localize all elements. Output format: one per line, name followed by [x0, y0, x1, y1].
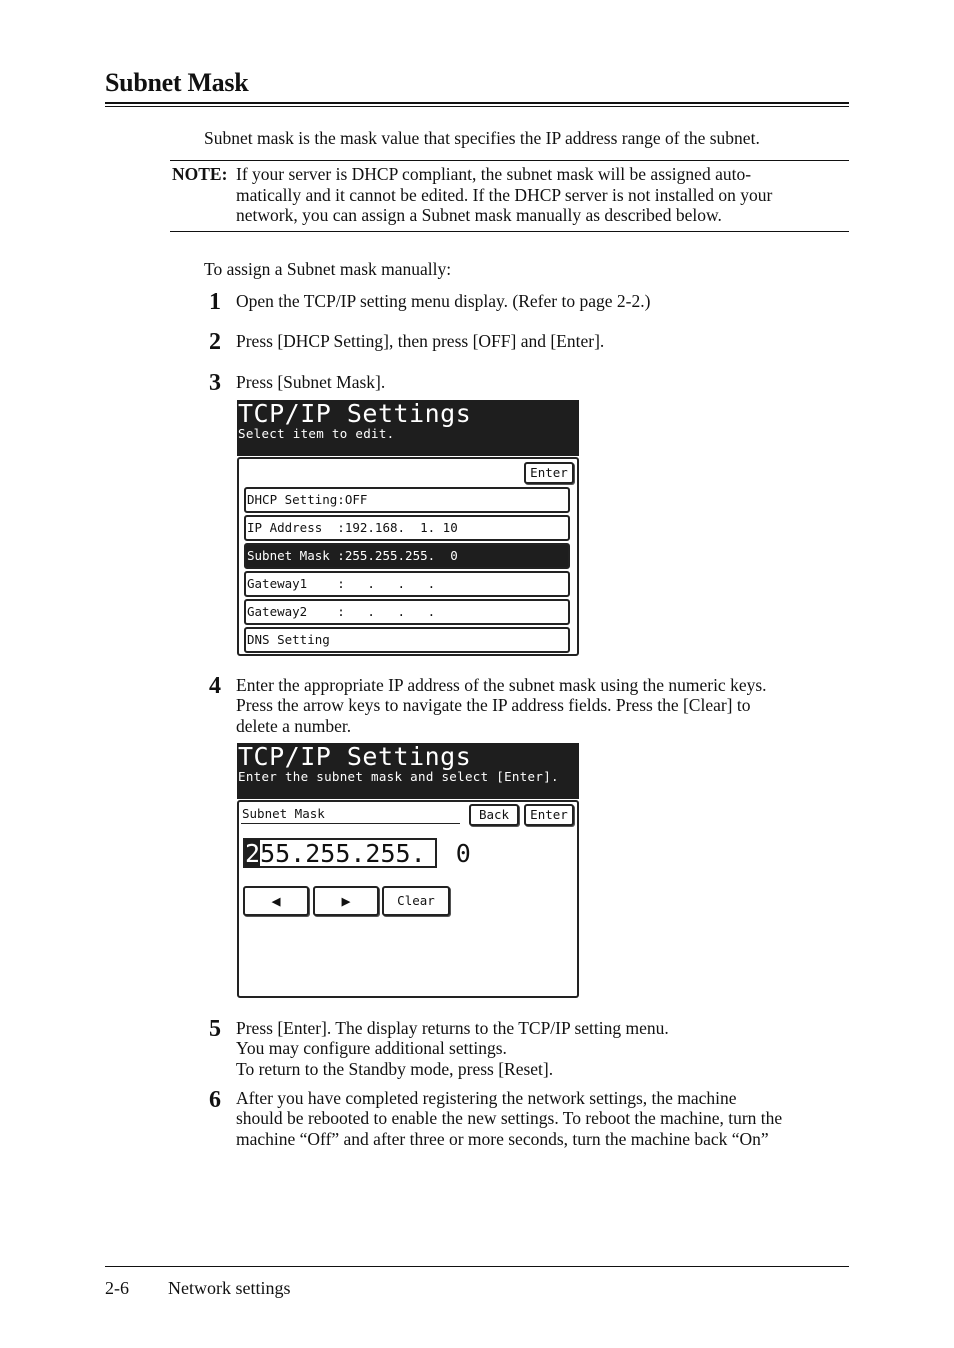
lead-text: To assign a Subnet mask manually: — [204, 259, 452, 279]
note-line: If your server is DHCP compliant, the subnet mask will be assigned auto- — [236, 164, 752, 184]
screen-subtitle: Enter the subnet mask and select [Enter]. — [238, 769, 559, 784]
right-arrow-button[interactable] — [313, 886, 379, 916]
step-number: 3 — [209, 370, 221, 396]
enter-button[interactable]: Enter — [524, 804, 574, 826]
subnet-mask-row[interactable]: Subnet Mask :255.255.255. 0 — [244, 543, 570, 569]
step-line: Open the TCP/IP setting menu display. (Refer to page 2-2.) — [236, 291, 651, 311]
intro-text: Subnet mask is the mask value that specifies the IP address range of the subnet. — [204, 128, 760, 148]
screen-subtitle: Select item to edit. — [238, 426, 395, 441]
step-line: Press [Enter]. The display returns to the TCP/IP setting menu. — [236, 1018, 669, 1038]
step-line: Press [DHCP Setting], then press [OFF] and [Enter]. — [236, 331, 605, 351]
left-arrow-icon: ◀ — [271, 892, 281, 910]
step-text — [236, 675, 846, 736]
note-text — [236, 164, 846, 226]
dhcp-setting-row[interactable]: DHCP Setting:OFF — [244, 487, 570, 513]
footer-page-number: 2-6 — [105, 1278, 129, 1298]
step-line: Enter the appropriate IP address of the subnet mask using the numeric keys. — [236, 675, 767, 695]
tcpip-menu-screen — [237, 400, 579, 656]
field-underline — [241, 823, 460, 824]
step-line: machine “Off” and after three or more seconds, turn the machine back “On” — [236, 1128, 769, 1149]
enter-button[interactable]: Enter — [524, 462, 574, 484]
step-number: 5 — [209, 1016, 221, 1042]
gateway1-row[interactable]: Gateway1 : . . . — [244, 571, 570, 597]
note-line: network, you can assign a Subnet mask manually as described below. — [236, 205, 722, 225]
step-text — [236, 331, 846, 351]
step-text — [236, 372, 846, 392]
screen-body — [237, 800, 579, 998]
step-line: You may configure additional settings. — [236, 1038, 507, 1059]
step-text — [236, 291, 846, 311]
left-arrow-button[interactable] — [243, 886, 309, 916]
screen-header — [237, 400, 579, 456]
step-line: delete a number. — [236, 715, 352, 736]
footer-rule — [105, 1266, 849, 1267]
step-number: 2 — [209, 329, 221, 355]
step-number: 1 — [209, 289, 221, 315]
gateway2-row[interactable]: Gateway2 : . . . — [244, 599, 570, 625]
back-button[interactable]: Back — [469, 804, 519, 826]
note-line: matically and it cannot be edited. If the DHCP server is not installed on your — [236, 184, 773, 205]
screen-header — [237, 743, 579, 799]
clear-button[interactable]: Clear — [382, 886, 450, 916]
subnet-mask-entry-screen — [237, 743, 579, 998]
step-line: After you have completed registering the network settings, the machine — [236, 1088, 737, 1108]
note-top-rule — [170, 160, 849, 161]
title-rule-thin — [105, 106, 849, 107]
footer-section-title: Network settings — [168, 1278, 291, 1298]
dns-setting-row[interactable]: DNS Setting — [244, 627, 570, 653]
step-line: To return to the Standby mode, press [Reset]. — [236, 1058, 554, 1079]
subnet-mask-field-label: Subnet Mask — [242, 806, 325, 821]
ip-address-row[interactable]: IP Address :192.168. 1. 10 — [244, 515, 570, 541]
screen-body — [237, 457, 579, 656]
step-number: 4 — [209, 673, 221, 699]
note-label: NOTE: — [172, 164, 228, 184]
input-cursor: 2 — [245, 839, 261, 868]
step-line: Press the arrow keys to navigate the IP address fields. Press the [Clear] to — [236, 695, 751, 716]
title-rule — [105, 102, 849, 104]
right-arrow-icon: ▶ — [341, 892, 351, 910]
step-text — [236, 1088, 846, 1149]
step-line: Press [Subnet Mask]. — [236, 372, 386, 392]
note-bottom-rule — [170, 231, 849, 232]
screen-title: TCP/IP Settings — [238, 742, 472, 771]
input-value: 55.255.255. 0 — [260, 839, 471, 868]
step-number: 6 — [209, 1087, 221, 1113]
page-title: Subnet Mask — [105, 68, 249, 97]
step-line: should be rebooted to enable the new settings. To reboot the machine, turn the — [236, 1108, 783, 1129]
subnet-mask-input[interactable] — [243, 838, 471, 868]
screen-title: TCP/IP Settings — [238, 399, 472, 428]
step-text — [236, 1018, 846, 1079]
